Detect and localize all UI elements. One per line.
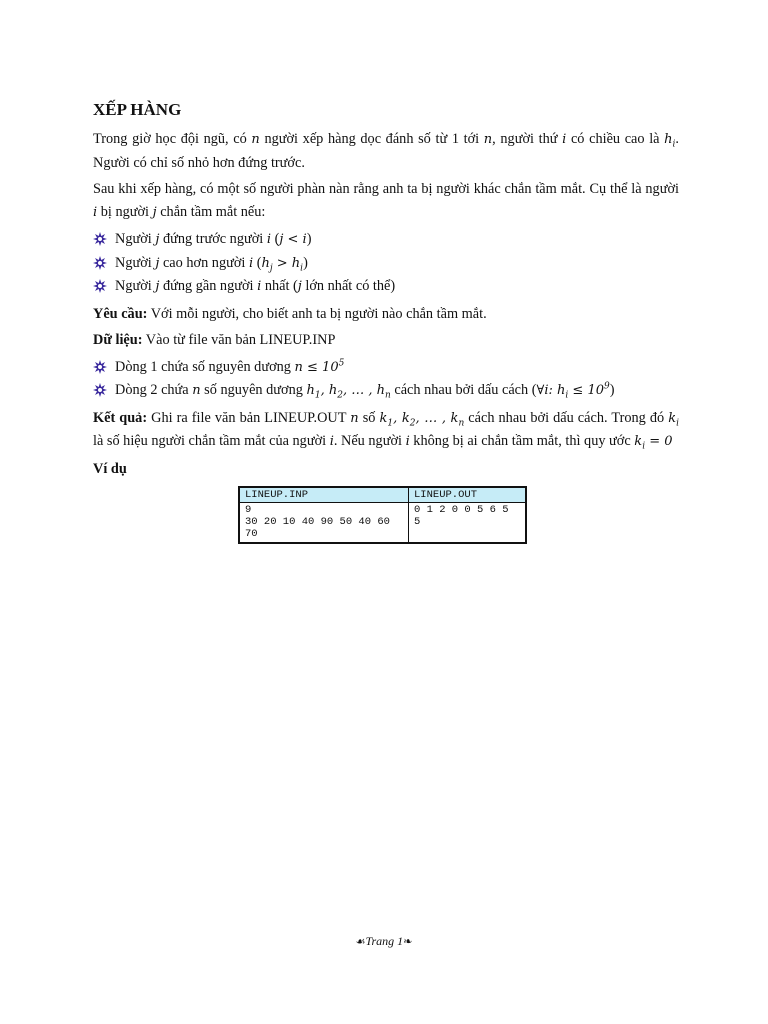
- output-math-klist: [379, 410, 465, 429]
- output-paragraph: [93, 407, 679, 454]
- input-text: Vào từ file văn bản LINEUP.INP: [142, 332, 336, 348]
- cond2-math-h2-sub: i: [300, 263, 304, 274]
- cond1-text-2: đứng trước người: [159, 231, 267, 247]
- output-text-6: không bị ai chắn tầm mắt, thì quy ước: [409, 433, 635, 449]
- condition-paragraph: [93, 178, 679, 224]
- input2-h2-sub: 2: [337, 390, 343, 401]
- cond2-math-h-sub: j: [269, 263, 273, 274]
- output-ki0-k: k: [634, 434, 643, 449]
- cond1-math-expr: j < i: [279, 232, 307, 247]
- intro-paragraph: [93, 128, 679, 174]
- input2-h2: , h: [320, 383, 338, 398]
- output-ki0-sub: i: [642, 441, 646, 452]
- input2-forall: ∀i: h: [536, 383, 566, 398]
- input-item: [93, 356, 679, 380]
- example-input-cell: [239, 503, 409, 544]
- cond3-math-j: j: [155, 279, 160, 294]
- cond3-text-3: nhất (: [261, 278, 298, 294]
- cond2-text-1: Người: [115, 254, 156, 271]
- output-ki0-eq: = 0: [645, 434, 673, 449]
- output-text-1: Ghi ra file văn bản LINEUP.OUT: [147, 409, 351, 426]
- cond1-math-j: j: [155, 232, 160, 247]
- input2-text-4: ): [609, 382, 615, 398]
- request-paragraph: [93, 303, 679, 326]
- request-label: Yêu cầu:: [93, 305, 148, 322]
- para2-text-1: Sau khi xếp hàng, có một số người phàn nàn rằng anh ta bị người khác chắn tầm mắt. Cụ thể là người: [93, 181, 679, 197]
- input2-hn: , … , h: [342, 383, 385, 398]
- output-k1: k: [379, 410, 388, 426]
- para2-math-i: i: [93, 204, 98, 220]
- cond2-text-3: (: [253, 254, 262, 271]
- example-input-line: 9: [245, 504, 252, 516]
- example-data-row: [239, 503, 526, 544]
- intro-math-h: h: [664, 132, 673, 147]
- input2-h1-sub: 1: [314, 390, 321, 401]
- intro-math-hi: [664, 132, 676, 150]
- output-k2-sub: 2: [409, 418, 416, 429]
- cond3-math-j2: j: [297, 279, 302, 294]
- input1-math-sup: 5: [338, 358, 345, 369]
- output-kn-sub: n: [458, 418, 465, 429]
- cond1-text-4: ): [306, 231, 312, 247]
- input1-text-1: Dòng 1 chứa số nguyên dương: [115, 358, 295, 375]
- input2-text-3: cách nhau bởi dấu cách (: [390, 382, 537, 398]
- output-text-2: số: [358, 409, 380, 426]
- input2-h1: h: [306, 383, 315, 398]
- cond3-text-2: đứng gần người: [159, 278, 258, 294]
- cond2-text-4: ): [303, 254, 308, 271]
- input-label: Dữ liệu:: [93, 332, 143, 348]
- intro-text-2: người xếp hàng dọc đánh số từ 1 tới: [259, 131, 484, 147]
- input2-forall-sub: i: [565, 390, 569, 401]
- example-input-line: 30 20 10 40 90 50 40 60 70: [245, 516, 390, 540]
- output-math-n: n: [350, 410, 359, 426]
- intro-text-5: . Người có chỉ số nhỏ hơn đứng trước.: [93, 131, 679, 171]
- output-ki: k: [668, 410, 677, 426]
- output-math-i2: i: [405, 434, 410, 449]
- input-list: [93, 356, 679, 403]
- input2-math-n: n: [192, 383, 201, 398]
- cond1-text-1: Người: [115, 231, 156, 247]
- input2-math-hlist: [306, 383, 391, 401]
- intro-math-n: n: [251, 132, 260, 147]
- example-table: [238, 486, 527, 544]
- output-kn: , … , k: [415, 410, 459, 426]
- input1-math: [295, 360, 345, 375]
- para2-math-j: j: [152, 204, 157, 220]
- request-text: Với mỗi người, cho biết anh ta bị người nào chắn tầm mắt.: [147, 305, 487, 322]
- problem-title: XẾP HÀNG: [93, 100, 182, 119]
- cond2-math-j: j: [155, 255, 160, 271]
- intro-math-i: i: [562, 132, 567, 147]
- example-output-line: 0 1 2 0 0 5 6 5 5: [414, 504, 509, 528]
- condition-item: [93, 252, 679, 276]
- input1-math-expr: n ≤ 10: [294, 359, 339, 375]
- right-ornament-icon: ❧: [403, 935, 413, 948]
- intro-text-3: , người thứ: [492, 131, 563, 147]
- cond3-math-i: i: [257, 279, 262, 294]
- cond3-text-4: lớn nhất có thể): [301, 278, 396, 294]
- cond2-math-h: h: [261, 255, 270, 271]
- intro-math-n2: n: [483, 132, 493, 147]
- input2-text-2: số nguyên dương: [200, 382, 307, 398]
- example-header-row: [239, 487, 526, 503]
- input-item: [93, 379, 679, 403]
- page-footer: [0, 934, 768, 949]
- input2-le: ≤ 10: [568, 383, 604, 398]
- page-number: Trang 1: [365, 934, 404, 948]
- output-text-3: cách nhau bởi dấu cách. Trong đó: [464, 409, 669, 426]
- star-bullet-icon: [93, 256, 107, 270]
- input2-hn-sub: n: [385, 390, 391, 401]
- output-math-ki: [668, 410, 679, 429]
- input-paragraph: [93, 329, 679, 352]
- star-bullet-icon: [93, 360, 107, 374]
- output-label: Kết quả:: [93, 409, 148, 426]
- cond2-math-expr: [261, 255, 304, 274]
- cond2-math-gt-h: > h: [272, 255, 301, 271]
- output-math-i: i: [329, 434, 334, 449]
- output-k2: , k: [393, 410, 410, 426]
- output-text-4: là số hiệu người chắn tầm mắt của người: [93, 433, 330, 449]
- cond1-math-i: i: [266, 232, 272, 247]
- cond3-text-1: Người: [115, 278, 156, 294]
- document-page: [93, 98, 679, 544]
- output-ki-sub: i: [676, 418, 679, 429]
- intro-text-4: có chiều cao là: [566, 131, 665, 147]
- example-header-input: LINEUP.INP: [239, 487, 409, 503]
- cond2-math-i: i: [248, 255, 254, 271]
- para2-text-3: chắn tầm mắt nếu:: [156, 203, 266, 220]
- star-bullet-icon: [93, 383, 107, 397]
- cond2-text-2: cao hơn người: [159, 254, 249, 271]
- star-bullet-icon: [93, 279, 107, 293]
- para2-text-2: bị người: [97, 203, 153, 220]
- star-bullet-icon: [93, 232, 107, 246]
- condition-item: [93, 275, 679, 299]
- output-text-5: . Nếu người: [333, 433, 406, 449]
- output-k1-sub: 1: [387, 418, 394, 429]
- cond1-text-3: (: [271, 231, 280, 247]
- intro-math-h-sub: i: [672, 139, 676, 150]
- example-output-cell: [409, 503, 527, 544]
- intro-text-1: Trong giờ học đội ngũ, có: [93, 131, 252, 147]
- example-label: Ví dụ: [93, 460, 127, 477]
- input2-math-forall: [536, 381, 610, 401]
- condition-item: [93, 228, 679, 252]
- input2-le-sup: 9: [603, 381, 610, 392]
- condition-list: [93, 228, 679, 299]
- input2-text-1: Dòng 2 chứa: [115, 382, 193, 398]
- example-header-output: LINEUP.OUT: [409, 487, 527, 503]
- output-math-ki0: [634, 434, 673, 452]
- left-ornament-icon: ☙: [355, 935, 366, 948]
